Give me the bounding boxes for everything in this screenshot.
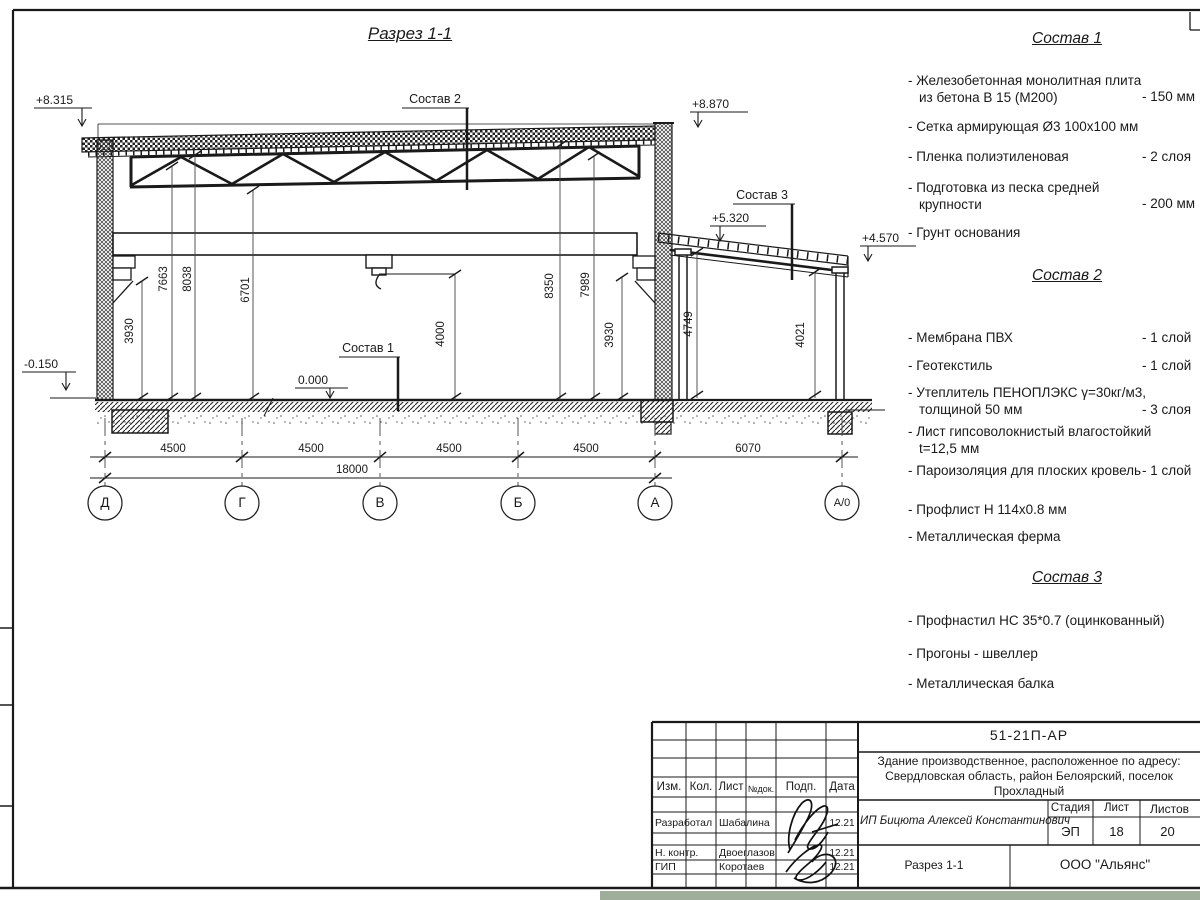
list-item: - Металлическая ферма [908,529,1061,544]
elevation-roof-left: +8.315 [36,93,74,107]
axis-a: А [650,495,660,510]
sheet-label: Лист [1104,802,1129,814]
col-list: Лист [718,781,744,793]
row-name: Двоеглазов [719,847,775,859]
dim-8038: 8038 [182,266,194,292]
horizontal-dimensions [88,418,859,520]
dim-4500-4: 4500 [573,443,599,455]
list-item: - Железобетонная монолитная плита из бетона В 15 (М200) [908,73,1142,105]
page-edge-strip [600,891,1200,900]
row-role: ГИП [655,861,676,873]
axis-a0: А/0 [833,497,851,509]
elevation-ground: -0.150 [24,357,59,371]
callout-sostav-1: Состав 1 [342,341,394,355]
list-item: - Профнастил НС 35*0.7 (оцинкованный) [908,613,1165,628]
dim-4500-3: 4500 [436,443,462,455]
row-name: Коротаев [719,861,765,873]
dim-7663: 7663 [158,266,170,292]
hoist-hook [366,255,455,289]
crane-beam [113,233,637,255]
col-data: Дата [829,781,855,793]
elevation-floor: 0.000 [298,373,329,387]
dim-3930-left: 3930 [124,318,136,344]
sheets-label: Листов [1150,802,1189,816]
left-wall [97,140,113,400]
callout-sostav-2: Состав 2 [409,92,461,106]
composition-2-title: Состав 2 [1032,267,1102,284]
composition-3-title: Состав 3 [1032,569,1102,586]
dim-3930-right: 3930 [604,322,616,348]
list-item: - Лист гипсоволокнистый влагостойкий t=12,5 мм [908,424,1152,456]
row-date: 12.21 [829,848,855,859]
document-code: 51-21П-АР [989,727,1069,743]
row-date: 12.21 [829,818,855,829]
sheets-total: 20 [1160,824,1175,839]
dim-4000: 4000 [435,321,447,347]
dim-8350: 8350 [544,273,556,299]
col-ndoc: №док. [747,784,775,794]
annex-footing [828,412,852,434]
stage-value: ЭП [1061,824,1080,839]
dim-4021: 4021 [795,322,807,348]
list-item: - Металлическая балка [908,676,1055,691]
list-item: - Пароизоляция для плоских кровель [908,463,1142,478]
elevation-annex-low: +4.570 [862,231,900,245]
axis-a-footing [641,400,673,422]
list-item-value: - 1 слой [1142,330,1192,345]
floor-slab [95,402,672,412]
right-corbel [633,256,655,303]
list-item: - Утеплитель ПЕНОПЛЭКС γ=30кг/м3, толщиной 50 мм [908,385,1147,417]
roof-truss [130,146,640,187]
dim-6070: 6070 [735,443,761,455]
list-item-value: - 1 слой [1142,463,1192,478]
composition-1-title: Состав 1 [1032,30,1102,47]
row-role: Н. контр. [655,847,699,859]
col-izm: Изм. [656,781,682,793]
list-item-value: - 1 слой [1142,358,1192,373]
axis-v: В [375,495,385,510]
col-podp: Подп. [785,781,817,793]
object-description: Здание производственное, расположенное по адресу: Свердловская область, район Белоярский, поселок Прохладный [877,754,1181,798]
list-item: - Геотекстиль [908,358,993,373]
page-title: Разрез 1-1 [367,24,453,43]
left-footing [112,410,168,433]
axis-g: Г [238,495,246,510]
col-kol: Кол. [689,781,713,793]
stage-label: Стадия [1050,802,1091,814]
left-corbel [113,256,135,303]
axis-d: Д [100,495,110,510]
elevation-annex-high: +5.320 [712,211,750,225]
dim-6701: 6701 [240,277,252,303]
list-item: - Профлист Н 114х0.8 мм [908,502,1067,517]
callout-sostav-3: Состав 3 [736,188,788,202]
row-date: 12.21 [829,862,855,873]
view-name: Разрез 1-1 [904,858,964,872]
floor-bedding [95,413,672,427]
dim-7989: 7989 [580,272,592,298]
list-item: - Грунт основания [908,225,1021,240]
callout-leaders [339,108,795,411]
list-item-value: - 150 мм [1142,89,1196,104]
organization-name: ООО "Альянс" [1059,857,1151,872]
annex-right-column [832,267,848,400]
list-item: - Подготовка из песка средней крупности [908,180,1100,212]
company-name: ИП Бицюта Алексей Константинович [860,815,1070,827]
row-name: Шабалина [719,817,770,829]
elevation-roof-right: +8.870 [692,97,730,111]
axis-b: Б [513,495,523,510]
dim-4749: 4749 [683,311,695,337]
list-item: - Прогоны - швеллер [908,646,1038,661]
sheet-number: 18 [1109,824,1124,839]
dim-4500-1: 4500 [160,443,186,455]
dim-4500-2: 4500 [298,443,324,455]
list-item: - Пленка полиэтиленовая [908,149,1069,164]
list-item: - Сетка армирующая Ø3 100х100 мм [908,119,1139,134]
dim-18000: 18000 [336,464,368,476]
list-item-value: - 3 слоя [1142,402,1192,417]
right-wall [655,123,672,400]
list-item-value: - 2 слоя [1142,149,1192,164]
axis-bubbles [88,486,859,520]
row-role: Разработал [655,817,713,829]
list-item: - Мембрана ПВХ [908,330,1013,345]
list-item-value: - 200 мм [1142,196,1196,211]
